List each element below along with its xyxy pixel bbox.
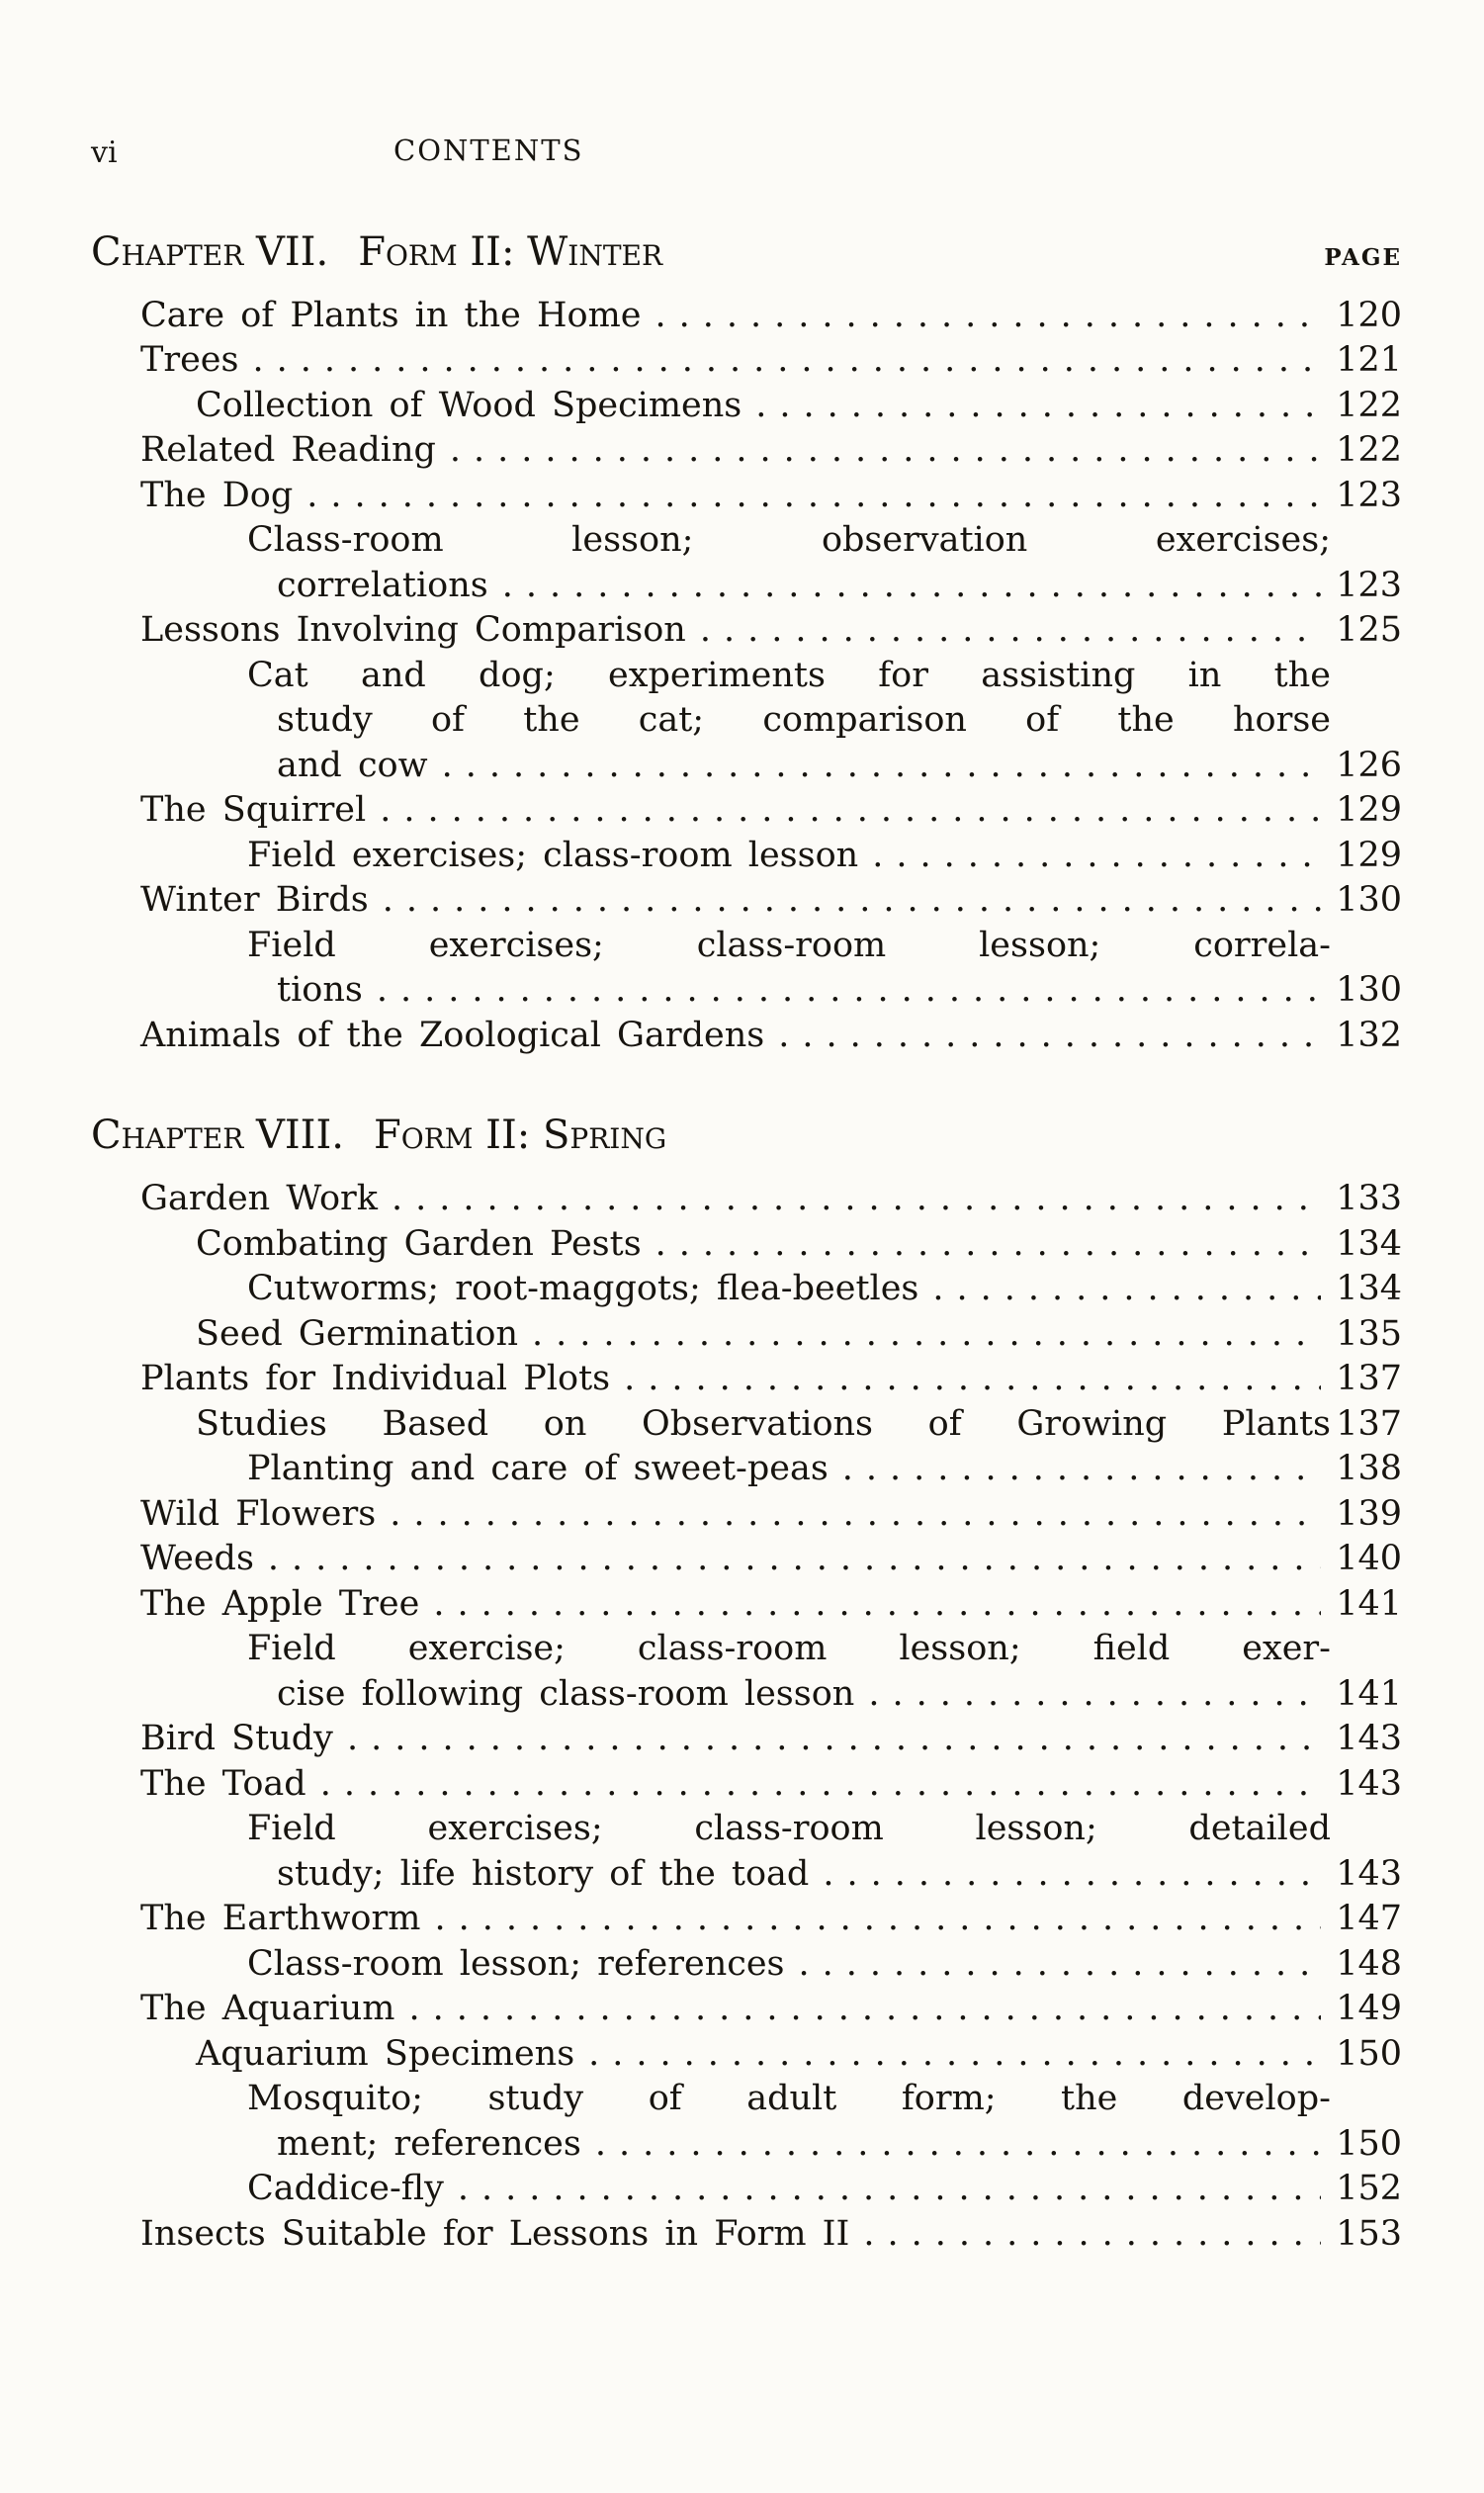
chapter-title: Form II: Spring [374, 1113, 667, 1159]
page-column-label: PAGE [1324, 244, 1402, 271]
entry-page-number: 129 [1336, 835, 1402, 875]
entry-page-number: 123 [1336, 475, 1402, 515]
entry-title: The Earthworm [140, 1899, 421, 1939]
entry-title: Caddice-fly [247, 2169, 444, 2209]
toc-entry [247, 1807, 1402, 1852]
dot-leader [380, 788, 1321, 834]
toc-entry [140, 428, 1402, 474]
toc-entry [247, 654, 1402, 699]
entry-page-number: 143 [1336, 1719, 1402, 1759]
dot-leader [624, 1357, 1321, 1402]
entry-title: Seed Germination [196, 1313, 518, 1354]
entry-title: Bird Study [140, 1719, 333, 1759]
chapter-label: Chapter VIII. [91, 1113, 344, 1159]
toc-entry [140, 1987, 1402, 2032]
dot-leader [799, 1942, 1321, 1988]
toc-entry [247, 518, 1402, 564]
dot-leader [868, 1672, 1321, 1718]
dot-leader [532, 1312, 1321, 1358]
dot-leader [252, 338, 1321, 384]
toc-entry [247, 1267, 1402, 1312]
entry-title: Mosquito; study of adult form; the develop- [247, 2079, 1331, 2119]
toc-entry [196, 1402, 1402, 1448]
entry-title: Garden Work [140, 1179, 378, 1219]
dot-leader [433, 1582, 1321, 1628]
toc-entry [140, 1762, 1402, 1808]
chapter-entries [0, 1177, 1402, 2257]
dot-leader [842, 1447, 1321, 1492]
toc-entry [277, 968, 1402, 1014]
entry-title: The Dog [140, 475, 294, 515]
toc-entry [196, 1312, 1402, 1358]
entry-page-number: 143 [1336, 1853, 1402, 1894]
entry-page-number: 143 [1336, 1763, 1402, 1804]
entry-page-number: 141 [1336, 1673, 1402, 1714]
entry-page-number: 135 [1336, 1313, 1402, 1354]
entry-title: The Apple Tree [140, 1583, 420, 1624]
toc-entry [140, 1582, 1402, 1628]
toc-entry [277, 1852, 1402, 1898]
dot-leader [383, 878, 1321, 924]
entry-title: Field exercises; class-room lesson [247, 835, 859, 875]
entry-page-number: 137 [1336, 1403, 1402, 1444]
dot-leader [390, 1492, 1321, 1538]
dot-leader [450, 428, 1321, 474]
entry-page-number: 138 [1336, 1449, 1402, 1489]
dot-leader [588, 2032, 1321, 2078]
entry-page-number: 134 [1336, 1269, 1402, 1309]
entry-page-number: 129 [1336, 790, 1402, 831]
entry-title: Related Reading [140, 430, 436, 471]
entry-title: Plants for Individual Plots [140, 1359, 611, 1399]
entry-page-number: 125 [1336, 610, 1402, 651]
entry-title: study; life history of the toad [277, 1853, 810, 1894]
entry-page-number: 137 [1336, 1359, 1402, 1399]
entry-title: Class-room lesson; observation exercises; [247, 520, 1331, 561]
entry-page-number: 120 [1336, 295, 1402, 335]
entry-title: Field exercises; class-room lesson; correla- [247, 925, 1331, 965]
toc-entry [196, 1222, 1402, 1268]
dot-leader [442, 744, 1321, 789]
dot-leader [755, 384, 1321, 429]
entry-title: Planting and care of sweet-peas [247, 1449, 829, 1489]
toc-entry [247, 2077, 1402, 2122]
entry-page-number: 139 [1336, 1493, 1402, 1534]
chapter-section [0, 229, 1402, 1058]
chapter-title: Form II: Winter [358, 229, 663, 275]
dot-leader [863, 2212, 1321, 2258]
entry-page-number: 133 [1336, 1179, 1402, 1219]
toc-entry [140, 788, 1402, 834]
entry-page-number: 130 [1336, 970, 1402, 1011]
entry-title: Field exercise; class-room lesson; field exer- [247, 1629, 1331, 1669]
dot-leader [408, 1987, 1321, 2032]
entry-title: cise following class-room lesson [277, 1673, 855, 1714]
entry-title: Animals of the Zoological Gardens [140, 1015, 765, 1055]
entry-title: Combating Garden Pests [196, 1223, 642, 1264]
entry-title: Cutworms; root-maggots; flea-beetles [247, 1269, 919, 1309]
entry-title: Weeds [140, 1539, 254, 1579]
chapter-label: Chapter VII. [91, 229, 329, 275]
entry-page-number: 122 [1336, 385, 1402, 425]
entry-title: study of the cat; comparison of the horse [277, 700, 1331, 741]
entry-page-number: 140 [1336, 1539, 1402, 1579]
entry-page-number: 148 [1336, 1943, 1402, 1984]
toc-entry [140, 608, 1402, 654]
entry-page-number: 150 [1336, 2033, 1402, 2074]
entry-title: Insects Suitable for Lessons in Form II [140, 2213, 850, 2254]
toc-entry [140, 474, 1402, 519]
entry-title: The Aquarium [140, 1989, 395, 2029]
dot-leader [778, 1014, 1321, 1059]
folio-page-number: vi [91, 135, 118, 170]
toc-entry [140, 338, 1402, 384]
toc-entry [140, 294, 1402, 339]
toc-entry [140, 1537, 1402, 1582]
entry-page-number: 132 [1336, 1015, 1402, 1055]
entry-title: Collection of Wood Specimens [196, 385, 742, 425]
entry-page-number: 150 [1336, 2123, 1402, 2164]
entry-page-number: 130 [1336, 880, 1402, 921]
dot-leader [655, 294, 1321, 339]
chapter-heading [91, 229, 1402, 276]
chapter-entries [0, 294, 1402, 1059]
dot-leader [823, 1852, 1321, 1898]
chapter-section [0, 1113, 1402, 2257]
entry-title: correlations [277, 565, 488, 605]
entry-title: Care of Plants in the Home [140, 295, 642, 335]
entry-page-number: 141 [1336, 1583, 1402, 1624]
toc-entry [140, 1492, 1402, 1538]
dot-leader [458, 2167, 1321, 2212]
table-of-contents [0, 229, 1402, 2257]
running-header: CONTENTS [393, 134, 584, 167]
dot-leader [434, 1897, 1321, 1942]
dot-leader [700, 608, 1321, 654]
dot-leader [306, 474, 1321, 519]
toc-entry [247, 1942, 1402, 1988]
toc-entry [140, 1357, 1402, 1402]
entry-page-number: 123 [1336, 565, 1402, 605]
toc-entry [247, 1627, 1402, 1672]
toc-entry [140, 1014, 1402, 1059]
entry-title: Studies Based on Observations of Growing Plants [196, 1403, 1331, 1444]
toc-entry [277, 2122, 1402, 2168]
entry-title: and cow [277, 745, 428, 785]
toc-entry [277, 1672, 1402, 1718]
toc-entry [247, 2167, 1402, 2212]
dot-leader [595, 2122, 1321, 2168]
toc-entry [140, 1177, 1402, 1222]
entry-title: Wild Flowers [140, 1493, 377, 1534]
toc-entry [247, 834, 1402, 879]
entry-page-number: 126 [1336, 745, 1402, 785]
toc-entry [277, 564, 1402, 609]
entry-title: Aquarium Specimens [196, 2033, 575, 2074]
dot-leader [872, 834, 1321, 879]
entry-title: Winter Birds [140, 880, 369, 921]
toc-entry [196, 384, 1402, 429]
entry-page-number: 147 [1336, 1899, 1402, 1939]
dot-leader [268, 1537, 1321, 1582]
entry-title: ment; references [277, 2123, 581, 2164]
entry-title: Trees [140, 340, 239, 381]
entry-title: The Toad [140, 1763, 306, 1804]
toc-entry [140, 878, 1402, 924]
toc-entry [140, 2212, 1402, 2258]
entry-page-number: 122 [1336, 430, 1402, 471]
dot-leader [502, 564, 1321, 609]
toc-entry [277, 744, 1402, 789]
entry-page-number: 149 [1336, 1989, 1402, 2029]
entry-title: Cat and dog; experiments for assisting in the [247, 655, 1331, 695]
dot-leader [347, 1717, 1321, 1762]
entry-title: Lessons Involving Comparison [140, 610, 686, 651]
entry-page-number: 134 [1336, 1223, 1402, 1264]
dot-leader [320, 1762, 1321, 1808]
entry-title: Field exercises; class-room lesson; detailed [247, 1809, 1331, 1849]
dot-leader [655, 1222, 1321, 1268]
toc-entry [140, 1717, 1402, 1762]
toc-entry [196, 2032, 1402, 2078]
toc-entry [247, 1447, 1402, 1492]
entry-page-number: 152 [1336, 2169, 1402, 2209]
dot-leader [932, 1267, 1321, 1312]
dot-leader [392, 1177, 1321, 1222]
entry-title: tions [277, 970, 363, 1011]
entry-page-number: 153 [1336, 2213, 1402, 2254]
toc-entry [277, 698, 1402, 744]
toc-entry [247, 924, 1402, 969]
entry-title: The Squirrel [140, 790, 367, 831]
toc-entry [140, 1897, 1402, 1942]
chapter-heading [91, 1113, 1402, 1159]
entry-page-number: 121 [1336, 340, 1402, 381]
entry-title: Class-room lesson; references [247, 1943, 785, 1984]
dot-leader [377, 968, 1321, 1014]
